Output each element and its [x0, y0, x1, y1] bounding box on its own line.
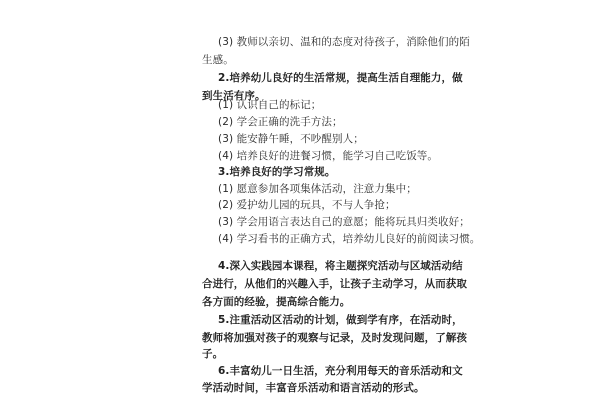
- text-line: 生感。: [202, 54, 234, 66]
- text-line: (3) 能安静午睡，不吵醒别人；: [218, 133, 364, 145]
- text-line: (2) 爱护幼儿园的玩具，不与人争抢；: [218, 199, 396, 211]
- section-heading: 子。: [202, 348, 224, 360]
- text-line: (4) 培养良好的进餐习惯，能学习自己吃饭等。: [218, 150, 439, 162]
- section-heading: 6.丰富幼儿一日生活，充分利用每天的音乐活动和文: [218, 365, 463, 377]
- text-line: (3) 教师以亲切、温和的态度对待孩子，消除他们的陌: [218, 36, 470, 48]
- section-heading: 2.培养幼儿良好的生活常规，提高生活自理能力，做: [218, 72, 463, 84]
- section-heading: 学活动时间，丰富音乐活动和语言活动的形式。: [202, 382, 425, 394]
- section-heading: 4.深入实践园本课程，将主题探究活动与区域活动结: [218, 260, 463, 272]
- text-line: (1) 愿意参加各项集体活动，注意力集中；: [218, 183, 417, 195]
- section-heading: 各方面的经验，提高综合能力。: [202, 296, 351, 308]
- text-line: (1) 认识自己的标记；: [218, 99, 322, 111]
- section-heading: 合进行，从他们的兴趣入手，让孩子主动学习，从而获取: [202, 278, 467, 290]
- text-line: (4) 学习看书的正确方式，培养幼儿良好的前阅读习惯。: [218, 233, 481, 245]
- section-heading: 3.培养良好的学习常规。: [218, 166, 336, 178]
- text-line: (2) 学会正确的洗手方法；: [218, 116, 343, 128]
- text-line: (3) 学会用语言表达自己的意愿；能将玩具归类收好；: [218, 216, 470, 228]
- section-heading: 5.注重活动区活动的计划，做到学有序，在活动时，: [218, 314, 463, 326]
- section-heading: 教师将加强对孩子的观察与记录，及时发现问题，了解孩: [202, 332, 467, 344]
- section-heading: 到生活有序。: [202, 90, 266, 102]
